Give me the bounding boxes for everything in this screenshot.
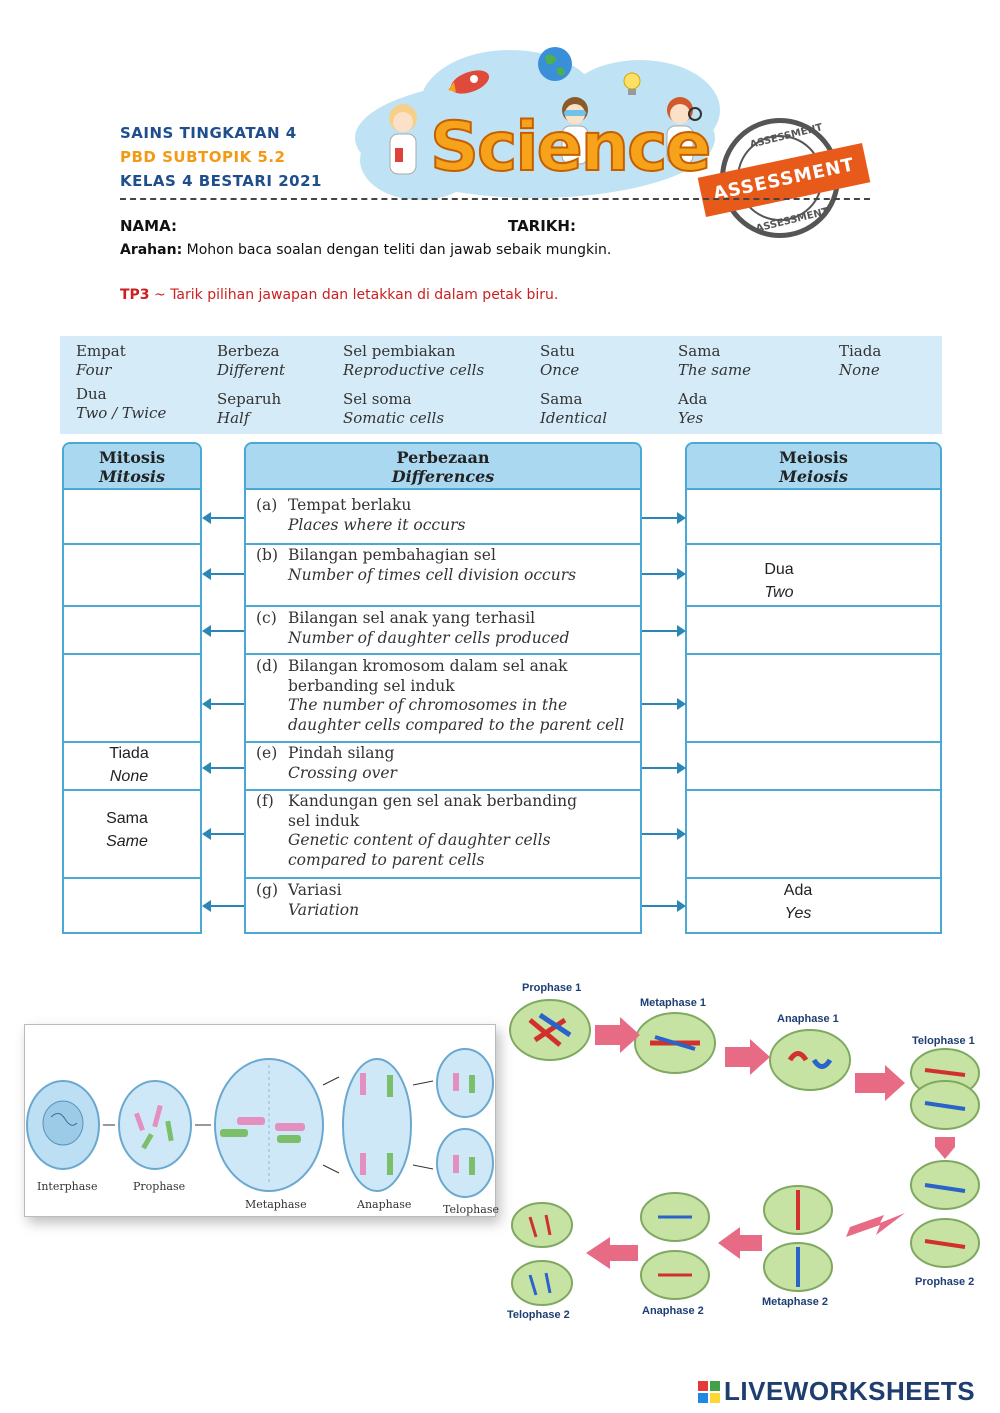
class-title: KELAS 4 BESTARI 2021 <box>120 172 322 190</box>
subject-title: SAINS TINGKATAN 4 <box>120 124 297 142</box>
scientist-girl-left-illustration <box>378 98 428 188</box>
subtopic-title: PBD SUBTOPIK 5.2 <box>120 148 286 166</box>
liveworksheets-logo-icon <box>698 1381 720 1403</box>
word-option[interactable]: Ada Yes <box>678 390 708 427</box>
stage-label: Interphase <box>37 1180 98 1193</box>
meiosis-header: Meiosis Meiosis <box>687 444 940 490</box>
header-divider <box>120 198 870 200</box>
instruction-line <box>120 242 611 258</box>
tp-label: TP3 <box>120 287 150 303</box>
word-bank <box>60 336 942 434</box>
meiosis-drop-e[interactable] <box>687 743 940 789</box>
stage-label: Metaphase 2 <box>762 1296 829 1308</box>
stage-label: Anaphase 1 <box>777 1013 839 1025</box>
banner-title: Science <box>430 108 710 187</box>
tp-instruction <box>120 287 558 303</box>
word-option[interactable]: Separuh Half <box>217 390 282 427</box>
stage-label: Metaphase 1 <box>640 997 707 1009</box>
mitosis-answer-f[interactable]: Sama Same <box>106 810 148 850</box>
difference-row-d: (d) Bilangan kromosom dalam sel anak berbanding sel induk The number of chromosomes in the daughter cells compared to the parent cell <box>256 657 625 734</box>
globe-icon <box>535 44 575 84</box>
word-option[interactable]: Sama Identical <box>540 390 608 427</box>
meiosis-answer-b[interactable]: Dua Two <box>764 561 794 601</box>
word-option[interactable]: Sel pembiakan Reproductive cells <box>343 342 485 379</box>
word-option[interactable]: Dua Two / Twice <box>76 385 167 422</box>
rocket-icon <box>440 62 500 102</box>
stage-label: Prophase 2 <box>915 1276 975 1288</box>
stage-label: Anaphase <box>357 1198 412 1211</box>
meiosis-answer-g[interactable]: Ada Yes <box>783 882 813 922</box>
stage-label: Prophase 1 <box>522 982 582 994</box>
word-option[interactable]: Sama The same <box>678 342 752 379</box>
tp-text: ~ Tarik pilihan jawapan dan letakkan di dalam petak biru. <box>154 287 559 303</box>
stage-label: Telophase 1 <box>912 1035 975 1047</box>
mitosis-drop-d[interactable] <box>64 655 200 741</box>
difference-row-b: (b) Bilangan pembahagian sel Number of times cell division occurs <box>256 546 577 584</box>
word-option[interactable]: Berbeza Different <box>217 342 286 379</box>
instruction-label: Arahan: <box>120 242 183 258</box>
word-option[interactable]: Empat Four <box>76 342 126 379</box>
mitosis-column <box>62 442 202 934</box>
mitosis-drop-c[interactable] <box>64 607 200 653</box>
word-option[interactable]: Tiada None <box>839 342 882 379</box>
date-label: TARIKH: <box>508 217 576 235</box>
difference-row-f: (f) Kandungan gen sel anak berbanding sel induk Genetic content of daughter cells compared to parent cells <box>256 792 577 869</box>
difference-row-e: (e) Pindah silang Crossing over <box>256 744 397 782</box>
meiosis-drop-c[interactable] <box>687 607 940 653</box>
stage-label: Prophase <box>133 1180 186 1193</box>
mitosis-drop-g[interactable] <box>64 879 200 932</box>
instruction-text: Mohon baca soalan dengan teliti dan jawab sebaik mungkin. <box>186 242 612 258</box>
word-option[interactable]: Sel soma Somatic cells <box>343 390 445 427</box>
stage-label: Metaphase <box>245 1198 307 1211</box>
difference-row-c: (c) Bilangan sel anak yang terhasil Number of daughter cells produced <box>256 609 570 647</box>
meiosis-drop-d[interactable] <box>687 655 940 741</box>
assessment-ribbon: ASSESSMENT <box>698 143 871 217</box>
assessment-stamp: ASSESSMENT ASSESSMENT <box>720 118 840 238</box>
stage-label: Telophase 2 <box>507 1309 570 1321</box>
differences-column <box>244 442 642 934</box>
stage-label: Telophase <box>443 1203 499 1216</box>
mitosis-stages-diagram <box>24 1024 499 1217</box>
stage-label: Anaphase 2 <box>642 1305 704 1317</box>
word-option[interactable]: Satu Once <box>540 342 580 379</box>
name-label: NAMA: <box>120 217 177 235</box>
mitosis-drop-b[interactable] <box>64 545 200 605</box>
meiosis-drop-f[interactable] <box>687 791 940 877</box>
difference-row-g: (g) Variasi Variation <box>256 881 360 919</box>
mitosis-answer-e[interactable]: Tiada None <box>109 745 149 785</box>
mitosis-header: Mitosis Mitosis <box>64 444 200 490</box>
differences-header: Perbezaan Differences <box>246 444 640 490</box>
liveworksheets-brand: LIVEWORKSHEETS <box>724 1376 976 1406</box>
bulb-icon <box>620 70 644 100</box>
meiosis-column <box>685 442 942 934</box>
meiosis-drop-a[interactable] <box>687 492 940 543</box>
mitosis-drop-a[interactable] <box>64 492 200 543</box>
difference-row-a: (a) Tempat berlaku Places where it occurs <box>256 496 466 534</box>
